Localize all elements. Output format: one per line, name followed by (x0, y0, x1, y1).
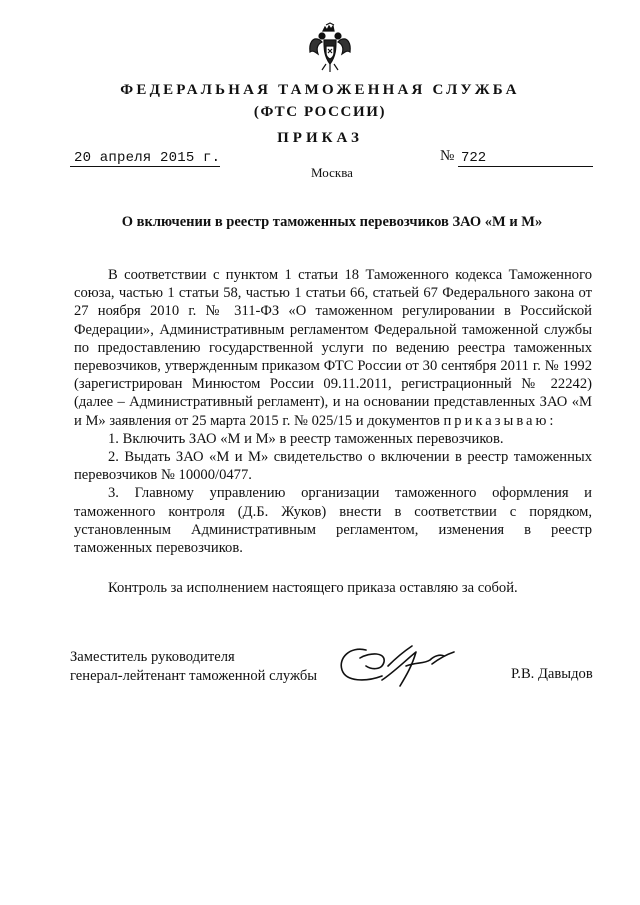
order-number: 722 (461, 150, 487, 166)
organization-abbreviation: (ФТС РОССИИ) (253, 104, 387, 120)
signatory-title (70, 648, 317, 686)
order-item-2: 2. Выдать ЗАО «М и М» свидетельство о включении в реестр таможенных перевозчиков № 10000/0477. (74, 449, 592, 484)
order-subject: О включении в реестр таможенных перевозчиков ЗАО «М и М» (121, 214, 543, 230)
city: Москва (311, 165, 353, 180)
order-item-3: 3. Главному управлению организации таможенного оформления и таможенного контроля (Д.Б. Жуков) внести в соответствии с порядком, установленным Административным регламентом, изменения в реестр таможенных перевозчиков. (74, 485, 592, 557)
order-date: 20 апреля 2015 г. (74, 150, 221, 166)
signatory-title-line-1: Заместитель руководителя (70, 649, 235, 665)
handwritten-signature (336, 636, 466, 696)
document-type-title: ПРИКАЗ (277, 130, 363, 146)
order-body (74, 266, 592, 557)
intro-text: В соответствии с пунктом 1 статьи 18 Таможенного кодекса Таможенного союза, частью 1 статьи 58, частью 1 статьи 66, статьей 67 Федерального закона от 27 ноября 2010 г. № 311-ФЗ «О таможенном регулировании в Российской Федерации», Административным регламентом Федеральной таможенной службы по предоставлению государственной услуги по ведению реестра таможенных перевозчиков, утвержденным приказом ФТС России от 30 сентября 2011 г. № 1992 (зарегистрирован Минюстом России 09.11.2011, регистрационный № 22242) (далее – Административный регламент), и на основании представленных ЗАО «М и М» заявления от 25 марта 2015 г. № 025/15 и документов (74, 267, 592, 429)
order-directive: приказываю: (443, 412, 557, 429)
signatory-title-line-2: генерал-лейтенант таможенной службы (70, 668, 318, 684)
signatory-name: Р.В. Давыдов (511, 666, 593, 682)
russian-coat-of-arms-icon (306, 22, 354, 74)
intro-paragraph (74, 266, 592, 430)
control-clause: Контроль за исполнением настоящего приказа оставляю за собой. (108, 580, 518, 596)
order-item-1: 1. Включить ЗАО «М и М» в реестр таможенных перевозчиков. (108, 430, 504, 447)
organization-name: ФЕДЕРАЛЬНАЯ ТАМОЖЕННАЯ СЛУЖБА (120, 82, 520, 98)
order-number-sign: № (440, 148, 455, 164)
